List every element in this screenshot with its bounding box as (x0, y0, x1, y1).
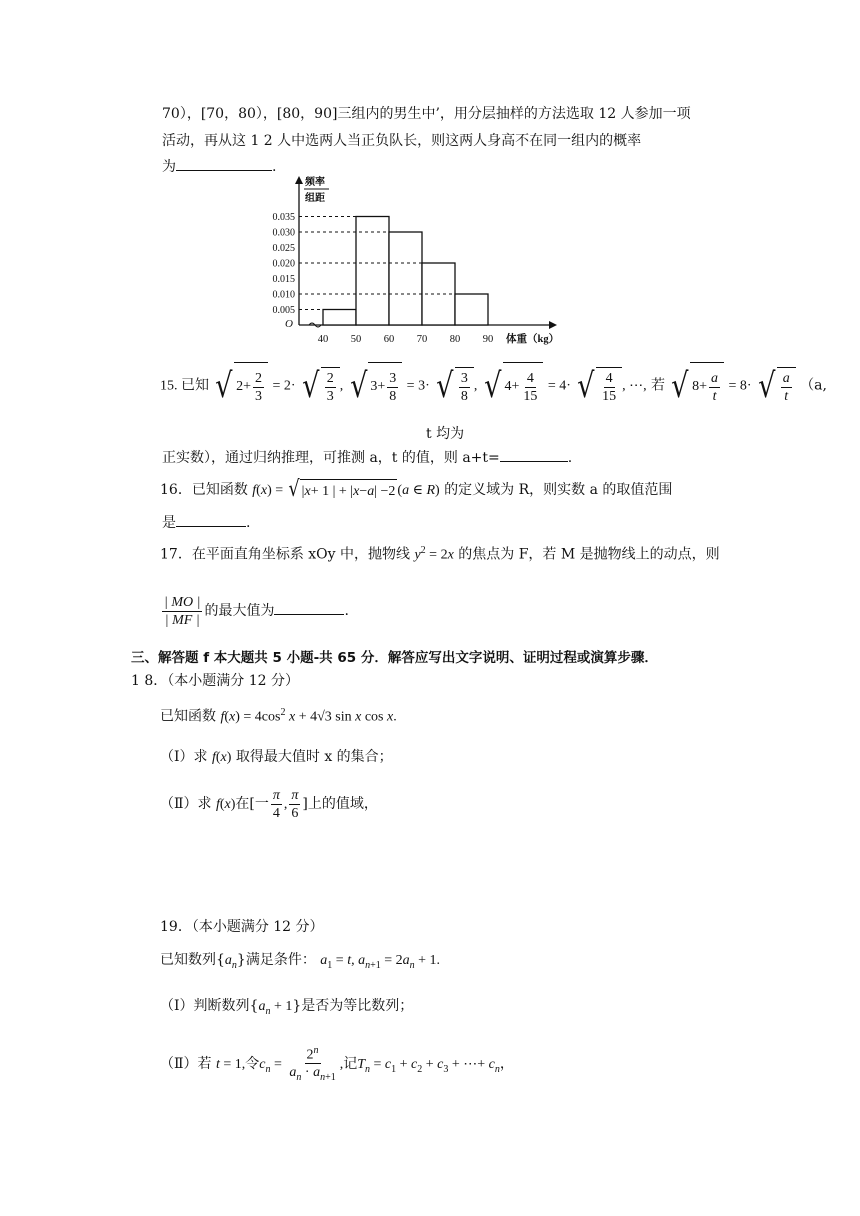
term: 4 (504, 379, 512, 394)
frac-den: 15 (602, 388, 617, 404)
part-text: 令 (245, 1056, 260, 1072)
frac-num: π (291, 787, 299, 803)
frac-den: 3 (326, 388, 334, 404)
q19-header: 19．（本小题满分 12 分） (160, 919, 324, 935)
sqrt-expr-5: √ 4 + $\frac{4}{15}$ (482, 362, 544, 409)
q17-line2 (160, 588, 349, 634)
frac-den: 4 (272, 805, 280, 821)
frac-num: 3 (389, 370, 397, 386)
section-heading: 三、解答题 f 本大题共 5 小题-共 65 分．解答应写出文字说明、证明过程或演算步骤． (131, 650, 658, 666)
q18-given-text: 已知函数 (160, 708, 216, 725)
q18-part1: （I）求 f(x) 取得最大值时 x 的集合； (160, 749, 393, 765)
part-label: （Ⅱ）求 (160, 796, 212, 812)
y-axis-label-bottom: 组距 (305, 193, 325, 204)
origin-label: O (285, 318, 293, 330)
sqrt-expr-6: √ $\frac{4}{15}$ (575, 366, 622, 406)
q16-line1: 16．已知函数 f(x) = √ | x + 1 | + | x − a | −2 (a ∈ R) 的定义域为 R，则实数 a 的取值范围 (160, 477, 673, 502)
part-text: 记 (343, 1056, 358, 1072)
q18-given: 已知函数 $f(x) = 4\cos^2$ x + 4√3 sin x cos x. (160, 707, 397, 725)
q16-end: . (246, 515, 251, 531)
term: 2 (236, 379, 244, 394)
q17-end: . (344, 603, 349, 619)
part-label: （I）求 (160, 749, 208, 765)
frac-num: a (782, 370, 790, 386)
part-text: 在[一 (235, 796, 269, 812)
q18-part2: （Ⅱ）求 f(x)在[一 $\frac{\pi}{4}$ , $\frac{\pi}{6}$ ]上的值域， (160, 787, 378, 821)
x-tick-label: 70 (416, 334, 428, 345)
y-axis-arrow (295, 176, 303, 184)
y-tick-label: 0.005 (272, 305, 295, 316)
coef: 2 (283, 378, 291, 394)
frac-num: 2 (326, 370, 334, 386)
y-tick-label: 0.025 (272, 243, 295, 254)
answer-blank[interactable] (500, 447, 568, 462)
y-tick-label: 0.020 (272, 258, 295, 270)
sqrt-expr-3: √ 3 + $\frac{3}{8}$ (348, 362, 403, 409)
q14-line3 (162, 156, 276, 177)
q15-tail: （a, (800, 377, 827, 394)
q14-end: . (272, 159, 277, 175)
y-axis-label-top: 频率 (305, 177, 325, 188)
frac-den: 8 (460, 388, 468, 404)
x-tick-label: 90 (482, 334, 494, 345)
frequency-histogram (266, 174, 596, 346)
q17-tail: 的最大值为 (204, 603, 275, 619)
part-text: }是否为等比数列； (292, 998, 414, 1014)
q15-line: 15. 已知 √ 2 + $\frac{2}{3}$ = 2· √ $\frac{2}{3}$ , √ 3 + $\frac{3}{8}$ = 3· √ $\frac{3}{8}$ , √ 4 + $\frac{4}{15}$ = 4· √ $\frac{4}{15}$ , ⋯, 若 √ 8 + $\frac{a}{t}$ = 8· √ $\frac{a}{t}$ （a, (160, 362, 827, 409)
q17-number: 17．在平面直角坐标系 xOy 中，抛物线 (160, 546, 410, 563)
x-axis-label: 体重（kg） (506, 334, 560, 345)
coef: 3 (418, 378, 426, 394)
frac-num: 2 (306, 1047, 314, 1063)
histogram-bar (455, 294, 488, 325)
frac-num: π (272, 787, 280, 803)
q19-given-text: 已知数列{ (160, 952, 225, 968)
histogram-bar (389, 232, 422, 325)
y-tick-label: 0.015 (272, 274, 295, 285)
y-tick-label: 0.010 (272, 289, 295, 301)
q19-part1: （I）判断数列$\{a_n + 1\}$是否为等比数列； (160, 998, 414, 1017)
x-tick-label: 40 (317, 334, 329, 345)
sqrt-abs-expr: √ | x + 1 | + | x − a | −2 (288, 477, 396, 502)
part-label: （Ⅱ）若 (160, 1056, 212, 1072)
part-tail: ， (499, 1056, 514, 1072)
frac-den: 6 (291, 805, 299, 821)
q16-shi: 是 (162, 515, 176, 531)
q15-cont2 (162, 447, 572, 468)
q15-mid: 若 (651, 377, 666, 394)
q17-text: 的焦点为 F，若 M 是抛物线上的动点，则 (458, 546, 720, 563)
answer-blank[interactable] (176, 512, 246, 527)
frac-den: | MF | (164, 612, 200, 628)
q19-given-mid: }满足条件： (236, 952, 316, 968)
sqrt-expr-7: √ 8 + $\frac{a}{t}$ (669, 362, 724, 409)
sqrt-expr-8: √ $\frac{a}{t}$ (756, 366, 796, 406)
sqrt-expr-4: √ $\frac{3}{8}$ (434, 366, 474, 406)
x-tick-label: 80 (449, 334, 461, 345)
frac-num: 3 (460, 370, 468, 386)
q18-header: 1 8．（本小题满分 12 分） (131, 673, 299, 689)
answer-blank[interactable] (274, 600, 344, 615)
histogram-bar (356, 217, 389, 326)
frac-den: 8 (389, 388, 397, 404)
q14-line2: 活动，再从这 1 2 人中选两人当正负队长，则这两人身高不在同一组内的概率 (162, 133, 642, 149)
q15-end: . (567, 450, 573, 466)
frac-den: t (712, 388, 717, 404)
part-text: 取得最大值时 x 的集合； (235, 749, 393, 765)
q17-line1: 17．在平面直角坐标系 xOy 中，抛物线 $y^2 = 2x$ 的焦点为 F，若 M 是抛物线上的动点，则 (160, 545, 720, 563)
x-tick-label: 60 (383, 334, 395, 345)
q14-line1: 70），[70，80），[80，90]三组内的男生中’，用分层抽样的方法选取 12 人参加一项 (162, 106, 691, 122)
frac-den: 3 (255, 388, 263, 404)
q19-part2: （Ⅱ）若 t = 1,令$c_n$ = $\frac{2^n}{a_n \cdot a_{n+1}}$ ,记$T_n = c_1 + c_2 + c_3$ + ⋯+ $c_n$， (160, 1040, 514, 1094)
frac-num: 4 (526, 370, 534, 386)
part-text: ]上的值域， (302, 796, 378, 812)
q15-number: 15. 已知 (160, 378, 209, 394)
histogram-bar (323, 310, 356, 326)
frac-den: 15 (523, 388, 538, 404)
q15-cont1: t 均为 (426, 426, 465, 442)
q15-text: 正实数），通过归纳推理，可推测 a，t 的值，则 a+t= (162, 450, 500, 466)
frac-num: 2 (255, 370, 263, 386)
coef: 4 (559, 378, 567, 394)
q16-number: 16．已知函数 (160, 482, 248, 498)
x-axis-arrow (549, 321, 557, 329)
sqrt-expr-2: √ $\frac{2}{3}$ (300, 366, 340, 406)
sqrt-expr-1: √ 2 + $\frac{2}{3}$ (213, 362, 268, 409)
q16-text: 的定义域为 R，则实数 a 的取值范围 (444, 482, 673, 498)
q19-given: 已知数列$\{a_n\}$满足条件： $a_1 = t$, $a_{n+1} = 2a_n + 1$. (160, 952, 441, 971)
term: 3 (370, 379, 378, 394)
term: 8 (692, 379, 700, 394)
frac-num: a (711, 370, 719, 386)
q16-line2 (162, 512, 250, 533)
answer-blank[interactable] (176, 156, 272, 171)
frac-den: t (784, 388, 789, 404)
frac-num: 4 (605, 370, 613, 386)
x-tick-label: 50 (350, 334, 362, 345)
y-tick-label: 0.035 (272, 212, 295, 223)
q14-prefix: 为 (162, 159, 176, 175)
coef: 8 (739, 378, 747, 394)
frac-num: | MO | (164, 594, 201, 610)
part-label: （I）判断数列{ (160, 998, 259, 1014)
y-tick-label: 0.030 (272, 227, 295, 239)
